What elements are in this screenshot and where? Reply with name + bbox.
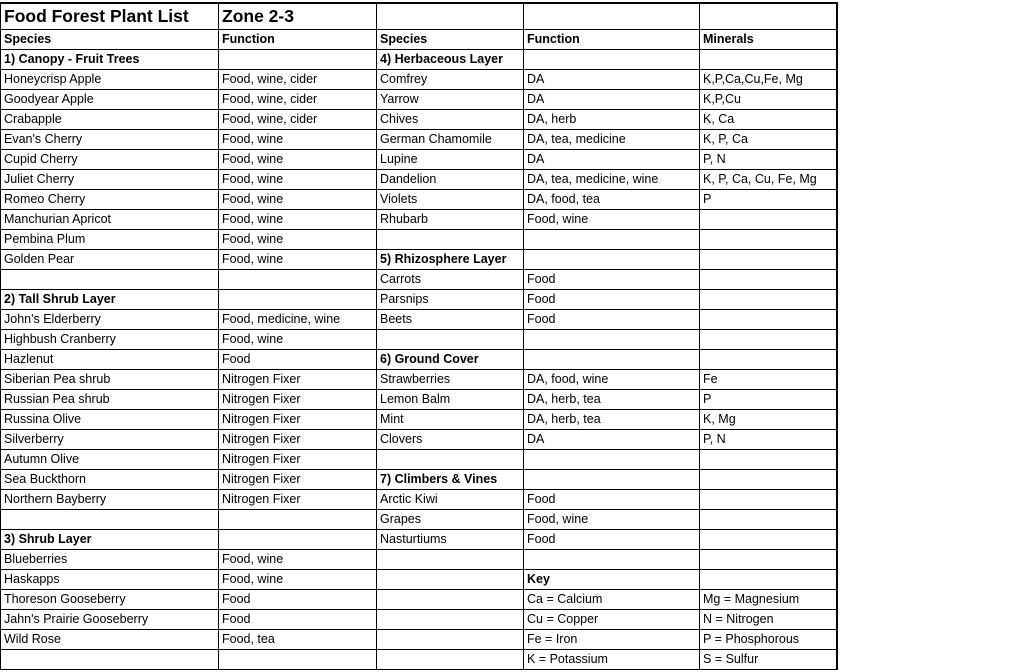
cell-minerals[interactable] bbox=[700, 570, 837, 590]
cell-function[interactable]: DA, food, wine bbox=[524, 370, 700, 390]
cell-function[interactable] bbox=[219, 650, 377, 670]
sheet-cell[interactable] bbox=[377, 3, 524, 30]
section-heading-species[interactable]: 3) Shrub Layer bbox=[1, 530, 219, 550]
column-header-minerals[interactable]: Minerals bbox=[700, 30, 837, 50]
section-heading-function[interactable]: Key bbox=[524, 570, 700, 590]
cell-species[interactable]: Honeycrisp Apple bbox=[1, 70, 219, 90]
cell-function[interactable] bbox=[524, 50, 700, 70]
cell-function[interactable] bbox=[524, 450, 700, 470]
cell-species[interactable]: Highbush Cranberry bbox=[1, 330, 219, 350]
cell-function[interactable]: Food, wine bbox=[219, 250, 377, 270]
cell-minerals[interactable]: P, N bbox=[700, 150, 837, 170]
cell-minerals[interactable]: K, P, Ca bbox=[700, 130, 837, 150]
cell-species[interactable]: Goodyear Apple bbox=[1, 90, 219, 110]
cell-species[interactable] bbox=[377, 230, 524, 250]
cell-function[interactable]: Ca = Calcium bbox=[524, 590, 700, 610]
table-row bbox=[1, 330, 837, 350]
header-row bbox=[1, 30, 837, 50]
cell-species[interactable]: Lupine bbox=[377, 150, 524, 170]
cell-function[interactable]: DA bbox=[524, 90, 700, 110]
cell-function[interactable]: Food, wine, cider bbox=[219, 70, 377, 90]
cell-species[interactable]: Grapes bbox=[377, 510, 524, 530]
cell-function[interactable]: Food bbox=[524, 530, 700, 550]
cell-species[interactable]: German Chamomile bbox=[377, 130, 524, 150]
cell-function[interactable]: Food bbox=[524, 310, 700, 330]
table-row bbox=[1, 350, 837, 370]
cell-function[interactable]: Food, wine bbox=[524, 210, 700, 230]
cell-species[interactable]: Parsnips bbox=[377, 290, 524, 310]
cell-species[interactable]: Haskapps bbox=[1, 570, 219, 590]
cell-function[interactable] bbox=[524, 230, 700, 250]
cell-function[interactable]: Nitrogen Fixer bbox=[219, 430, 377, 450]
table-row bbox=[1, 290, 837, 310]
cell-minerals[interactable] bbox=[700, 230, 837, 250]
cell-species[interactable] bbox=[377, 330, 524, 350]
cell-species[interactable] bbox=[377, 450, 524, 470]
cell-function[interactable]: Food, wine, cider bbox=[219, 110, 377, 130]
cell-minerals[interactable] bbox=[700, 550, 837, 570]
table-row bbox=[1, 230, 837, 250]
table-row bbox=[1, 630, 837, 650]
table-row bbox=[1, 490, 837, 510]
cell-minerals[interactable] bbox=[700, 510, 837, 530]
cell-function[interactable]: Food, wine bbox=[219, 230, 377, 250]
cell-function[interactable] bbox=[524, 350, 700, 370]
cell-species[interactable]: Pembina Plum bbox=[1, 230, 219, 250]
cell-function[interactable] bbox=[524, 330, 700, 350]
cell-function[interactable]: Nitrogen Fixer bbox=[219, 390, 377, 410]
cell-species[interactable]: Lemon Balm bbox=[377, 390, 524, 410]
table-row bbox=[1, 470, 837, 490]
cell-function[interactable] bbox=[219, 530, 377, 550]
cell-species[interactable]: Clovers bbox=[377, 430, 524, 450]
cell-function[interactable]: Food, wine bbox=[219, 550, 377, 570]
table-row bbox=[1, 510, 837, 530]
cell-species[interactable]: Siberian Pea shrub bbox=[1, 370, 219, 390]
cell-species[interactable]: Thoreson Gooseberry bbox=[1, 590, 219, 610]
table-row bbox=[1, 570, 837, 590]
plant-list-body bbox=[1, 3, 837, 670]
cell-species[interactable]: Carrots bbox=[377, 270, 524, 290]
cell-function[interactable]: DA bbox=[524, 70, 700, 90]
sheet-cell[interactable] bbox=[524, 3, 700, 30]
cell-minerals[interactable]: S = Sulfur bbox=[700, 650, 837, 670]
cell-function[interactable]: Food, medicine, wine bbox=[219, 310, 377, 330]
cell-minerals[interactable]: K, Ca bbox=[700, 110, 837, 130]
cell-function[interactable]: Food, wine bbox=[219, 170, 377, 190]
column-header-function[interactable]: Function bbox=[219, 30, 377, 50]
cell-function[interactable]: Nitrogen Fixer bbox=[219, 410, 377, 430]
cell-species[interactable]: Silverberry bbox=[1, 430, 219, 450]
cell-function[interactable] bbox=[524, 250, 700, 270]
cell-function[interactable]: DA bbox=[524, 150, 700, 170]
cell-function[interactable]: DA, tea, medicine bbox=[524, 130, 700, 150]
table-row bbox=[1, 590, 837, 610]
cell-function[interactable]: Food bbox=[524, 490, 700, 510]
cell-species[interactable]: Comfrey bbox=[377, 70, 524, 90]
cell-species[interactable]: Crabapple bbox=[1, 110, 219, 130]
cell-minerals[interactable] bbox=[700, 330, 837, 350]
cell-minerals[interactable]: P bbox=[700, 390, 837, 410]
cell-function[interactable]: Nitrogen Fixer bbox=[219, 370, 377, 390]
cell-species[interactable] bbox=[377, 590, 524, 610]
cell-function[interactable]: DA bbox=[524, 430, 700, 450]
cell-species[interactable]: Beets bbox=[377, 310, 524, 330]
cell-species[interactable] bbox=[1, 270, 219, 290]
cell-species[interactable]: Strawberries bbox=[377, 370, 524, 390]
cell-function[interactable]: Food bbox=[219, 610, 377, 630]
cell-minerals[interactable] bbox=[700, 270, 837, 290]
cell-function[interactable]: Food, wine bbox=[524, 510, 700, 530]
cell-minerals[interactable] bbox=[700, 470, 837, 490]
section-heading-species[interactable]: 4) Herbaceous Layer bbox=[377, 50, 524, 70]
table-row bbox=[1, 610, 837, 630]
cell-function[interactable]: Food, wine bbox=[219, 190, 377, 210]
section-heading-species[interactable]: 7) Climbers & Vines bbox=[377, 470, 524, 490]
cell-function[interactable]: Cu = Copper bbox=[524, 610, 700, 630]
section-heading-species[interactable]: 5) Rhizosphere Layer bbox=[377, 250, 524, 270]
cell-species[interactable]: Mint bbox=[377, 410, 524, 430]
cell-function[interactable]: Food, wine bbox=[219, 330, 377, 350]
table-row bbox=[1, 550, 837, 570]
cell-species[interactable]: Yarrow bbox=[377, 90, 524, 110]
cell-function[interactable]: Food bbox=[524, 290, 700, 310]
cell-species[interactable] bbox=[377, 630, 524, 650]
cell-minerals[interactable] bbox=[700, 350, 837, 370]
cell-species[interactable]: Cupid Cherry bbox=[1, 150, 219, 170]
cell-function[interactable]: Nitrogen Fixer bbox=[219, 470, 377, 490]
cell-species[interactable]: Violets bbox=[377, 190, 524, 210]
cell-species[interactable]: Arctic Kiwi bbox=[377, 490, 524, 510]
cell-species[interactable]: Northern Bayberry bbox=[1, 490, 219, 510]
cell-species[interactable]: Manchurian Apricot bbox=[1, 210, 219, 230]
table-row bbox=[1, 170, 837, 190]
cell-function[interactable]: Food, wine bbox=[219, 150, 377, 170]
cell-species[interactable] bbox=[377, 570, 524, 590]
table-row bbox=[1, 110, 837, 130]
table-row bbox=[1, 190, 837, 210]
section-heading-species[interactable]: 2) Tall Shrub Layer bbox=[1, 290, 219, 310]
cell-species[interactable]: Juliet Cherry bbox=[1, 170, 219, 190]
cell-function[interactable]: DA, food, tea bbox=[524, 190, 700, 210]
cell-function[interactable] bbox=[524, 550, 700, 570]
column-header-species[interactable]: Species bbox=[377, 30, 524, 50]
cell-function[interactable] bbox=[219, 50, 377, 70]
cell-species[interactable]: Golden Pear bbox=[1, 250, 219, 270]
cell-function[interactable]: Food, wine bbox=[219, 210, 377, 230]
table-row bbox=[1, 70, 837, 90]
zone-label[interactable]: Zone 2-3 bbox=[219, 3, 377, 30]
table-row bbox=[1, 90, 837, 110]
cell-species[interactable]: Blueberries bbox=[1, 550, 219, 570]
cell-species[interactable]: Romeo Cherry bbox=[1, 190, 219, 210]
table-row bbox=[1, 270, 837, 290]
cell-species[interactable]: Evan's Cherry bbox=[1, 130, 219, 150]
table-row bbox=[1, 130, 837, 150]
cell-species[interactable] bbox=[377, 550, 524, 570]
cell-species[interactable]: Chives bbox=[377, 110, 524, 130]
cell-minerals[interactable]: K,P,Ca,Cu,Fe, Mg bbox=[700, 70, 837, 90]
cell-species[interactable]: Rhubarb bbox=[377, 210, 524, 230]
cell-minerals[interactable] bbox=[700, 450, 837, 470]
table-row bbox=[1, 210, 837, 230]
cell-function[interactable]: Food, wine, cider bbox=[219, 90, 377, 110]
column-header-function[interactable]: Function bbox=[524, 30, 700, 50]
cell-minerals[interactable]: K,P,Cu bbox=[700, 90, 837, 110]
cell-function[interactable] bbox=[219, 270, 377, 290]
table-row bbox=[1, 410, 837, 430]
table-row bbox=[1, 250, 837, 270]
cell-function[interactable]: DA, herb, tea bbox=[524, 390, 700, 410]
cell-minerals[interactable]: Fe bbox=[700, 370, 837, 390]
cell-function[interactable] bbox=[219, 510, 377, 530]
cell-species[interactable]: Hazlenut bbox=[1, 350, 219, 370]
cell-species[interactable]: Dandelion bbox=[377, 170, 524, 190]
column-header-species[interactable]: Species bbox=[1, 30, 219, 50]
cell-minerals[interactable] bbox=[700, 290, 837, 310]
sheet-title[interactable]: Food Forest Plant List bbox=[1, 3, 219, 30]
cell-species[interactable]: Wild Rose bbox=[1, 630, 219, 650]
title-row bbox=[1, 3, 837, 30]
cell-function[interactable]: Food bbox=[219, 350, 377, 370]
cell-species[interactable]: Russian Pea shrub bbox=[1, 390, 219, 410]
cell-function[interactable]: DA, tea, medicine, wine bbox=[524, 170, 700, 190]
cell-minerals[interactable] bbox=[700, 50, 837, 70]
table-row bbox=[1, 530, 837, 550]
cell-species[interactable]: John's Elderberry bbox=[1, 310, 219, 330]
cell-minerals[interactable]: K, Mg bbox=[700, 410, 837, 430]
cell-species[interactable]: Autumn Olive bbox=[1, 450, 219, 470]
cell-function[interactable]: Food, tea bbox=[219, 630, 377, 650]
table-row bbox=[1, 370, 837, 390]
cell-species[interactable]: Russina Olive bbox=[1, 410, 219, 430]
table-row bbox=[1, 430, 837, 450]
cell-function[interactable]: K = Potassium bbox=[524, 650, 700, 670]
cell-species[interactable]: Sea Buckthorn bbox=[1, 470, 219, 490]
cell-species[interactable]: Nasturtiums bbox=[377, 530, 524, 550]
cell-function[interactable]: Food bbox=[524, 270, 700, 290]
cell-function[interactable]: DA, herb bbox=[524, 110, 700, 130]
cell-minerals[interactable] bbox=[700, 210, 837, 230]
cell-species[interactable] bbox=[1, 510, 219, 530]
cell-minerals[interactable] bbox=[700, 490, 837, 510]
cell-minerals[interactable]: Mg = Magnesium bbox=[700, 590, 837, 610]
cell-function[interactable]: DA, herb, tea bbox=[524, 410, 700, 430]
table-row bbox=[1, 450, 837, 470]
cell-function[interactable]: Food, wine bbox=[219, 570, 377, 590]
plant-list-table bbox=[0, 2, 838, 670]
cell-function[interactable]: Food bbox=[219, 590, 377, 610]
cell-minerals[interactable]: K, P, Ca, Cu, Fe, Mg bbox=[700, 170, 837, 190]
cell-species[interactable]: Jahn's Prairie Gooseberry bbox=[1, 610, 219, 630]
cell-species[interactable] bbox=[1, 650, 219, 670]
cell-minerals[interactable] bbox=[700, 310, 837, 330]
cell-species[interactable] bbox=[377, 610, 524, 630]
table-row bbox=[1, 310, 837, 330]
cell-minerals[interactable]: P, N bbox=[700, 430, 837, 450]
section-heading-species[interactable]: 6) Ground Cover bbox=[377, 350, 524, 370]
table-row bbox=[1, 390, 837, 410]
cell-minerals[interactable]: P = Phosphorous bbox=[700, 630, 837, 650]
cell-function[interactable] bbox=[524, 470, 700, 490]
cell-minerals[interactable]: N = Nitrogen bbox=[700, 610, 837, 630]
cell-function[interactable]: Food, wine bbox=[219, 130, 377, 150]
table-row bbox=[1, 150, 837, 170]
cell-species[interactable] bbox=[377, 650, 524, 670]
table-row bbox=[1, 650, 837, 670]
table-row bbox=[1, 50, 837, 70]
cell-function[interactable]: Nitrogen Fixer bbox=[219, 490, 377, 510]
cell-function[interactable]: Fe = Iron bbox=[524, 630, 700, 650]
cell-minerals[interactable] bbox=[700, 530, 837, 550]
cell-minerals[interactable]: P bbox=[700, 190, 837, 210]
section-heading-species[interactable]: 1) Canopy - Fruit Trees bbox=[1, 50, 219, 70]
cell-function[interactable]: Nitrogen Fixer bbox=[219, 450, 377, 470]
cell-minerals[interactable] bbox=[700, 250, 837, 270]
sheet-cell[interactable] bbox=[700, 3, 837, 30]
cell-function[interactable] bbox=[219, 290, 377, 310]
